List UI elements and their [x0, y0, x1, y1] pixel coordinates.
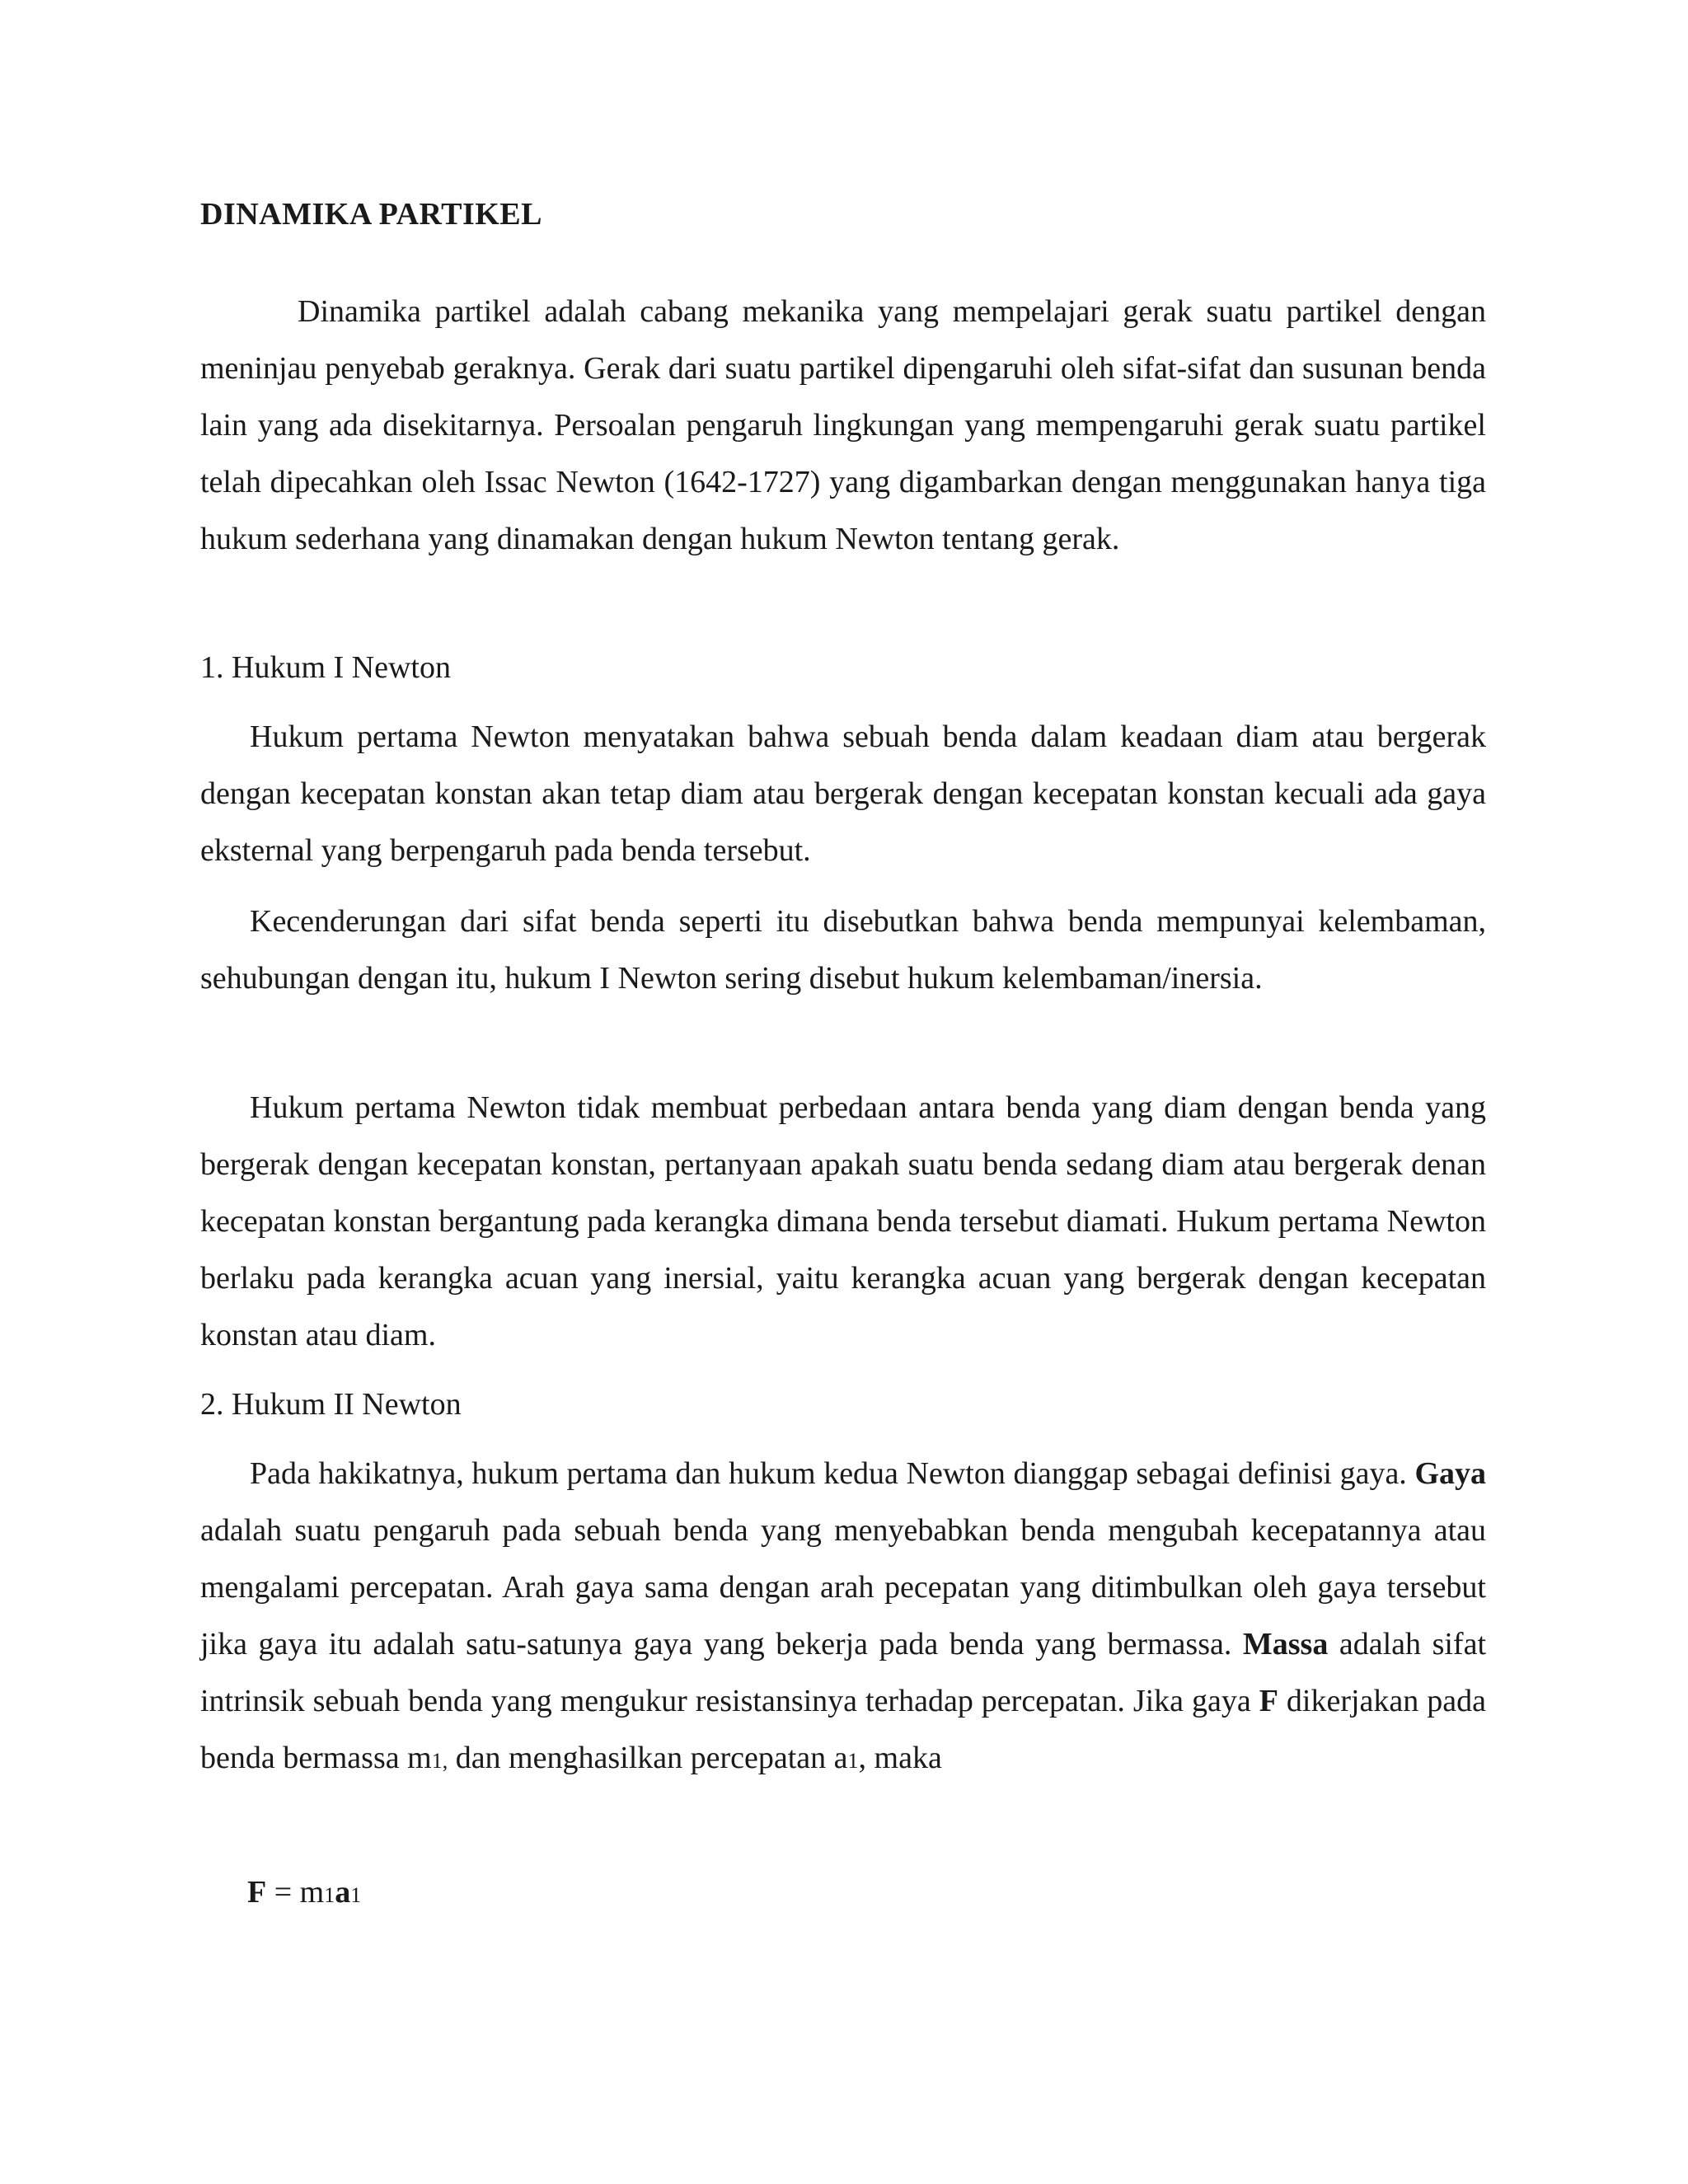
formula-mass-subscript: 1: [324, 1883, 335, 1907]
section-1-paragraph-3: Hukum pertama Newton tidak membuat perbedaan antara benda yang diam dengan benda yang bergerak dengan kecepatan konstan, pertanyaan apakah suatu benda sedang diam atau bergerak denan kecepatan konstan bergantung pada kerangka dimana benda tersebut diamati. Hukum pertama Newton berlaku pada kerangka acuan yang inersial, yaitu kerangka acuan yang bergerak dengan kecepatan konstan atau diam.: [200, 1090, 1486, 1352]
symbol-force: F: [1259, 1684, 1278, 1718]
text-run: , maka: [858, 1741, 942, 1775]
formula-acceleration-subscript: 1: [350, 1883, 362, 1907]
formula-force: F: [247, 1875, 267, 1910]
section-2-heading: 2. Hukum II Newton: [200, 1387, 462, 1422]
term-gaya: Gaya: [1414, 1456, 1486, 1491]
section-1-heading: 1. Hukum I Newton: [200, 650, 451, 685]
text-run: Pada hakikatnya, hukum pertama dan hukum kedua Newton dianggap sebagai definisi gaya.: [250, 1456, 1415, 1491]
formula-newton-2: [247, 1864, 361, 1924]
formula-acceleration: a: [335, 1875, 351, 1910]
document-title: DINAMIKA PARTIKEL: [200, 197, 542, 232]
text-run: dan menghasilkan percepatan a: [448, 1741, 848, 1775]
text-run: adalah sifat intrinsik sebuah benda yang mengukur resistansinya terhadap percepatan. Jika gaya: [200, 1627, 1486, 1718]
text-run: dikerjakan pada benda bermassa m: [200, 1684, 1486, 1775]
subscript: 1: [847, 1749, 859, 1773]
section-2-paragraph-1: [200, 1446, 1486, 1789]
section-1-paragraph-2: Kecenderungan dari sifat benda seperti itu disebutkan bahwa benda mempunyai kelembaman, sehubungan dengan itu, hukum I Newton sering disebut hukum kelembaman/inersia.: [200, 904, 1486, 996]
section-1-paragraph-1: Hukum pertama Newton menyatakan bahwa sebuah benda dalam keadaan diam atau bergerak dengan kecepatan konstan akan tetap diam atau bergerak dengan kecepatan konstan kecuali ada gaya eksternal yang berpengaruh pada benda tersebut.: [200, 719, 1486, 868]
term-massa: Massa: [1242, 1627, 1329, 1661]
text-run: adalah suatu pengaruh pada sebuah benda yang menyebabkan benda mengubah kecepatannya atau mengalami percepatan. Arah gaya sama dengan arah pecepatan yang ditimbulkan oleh gaya tersebut jika gaya itu adalah satu-satunya gaya yang bekerja pada benda yang bermassa.: [200, 1513, 1486, 1661]
intro-paragraph: Dinamika partikel adalah cabang mekanika yang mempelajari gerak suatu partikel dengan meninjau penyebab geraknya. Gerak dari suatu partikel dipengaruhi oleh sifat-sifat dan susunan benda lain yang ada disekitarnya. Persoalan pengaruh lingkungan yang mempengaruhi gerak suatu partikel telah dipecahkan oleh Issac Newton (1642-1727) yang digambarkan dengan menggunakan hanya tiga hukum sederhana yang dinamakan dengan hukum Newton tentang gerak.: [200, 294, 1486, 556]
subscript: 1,: [431, 1749, 448, 1773]
formula-equals-mass: = m: [266, 1875, 325, 1910]
